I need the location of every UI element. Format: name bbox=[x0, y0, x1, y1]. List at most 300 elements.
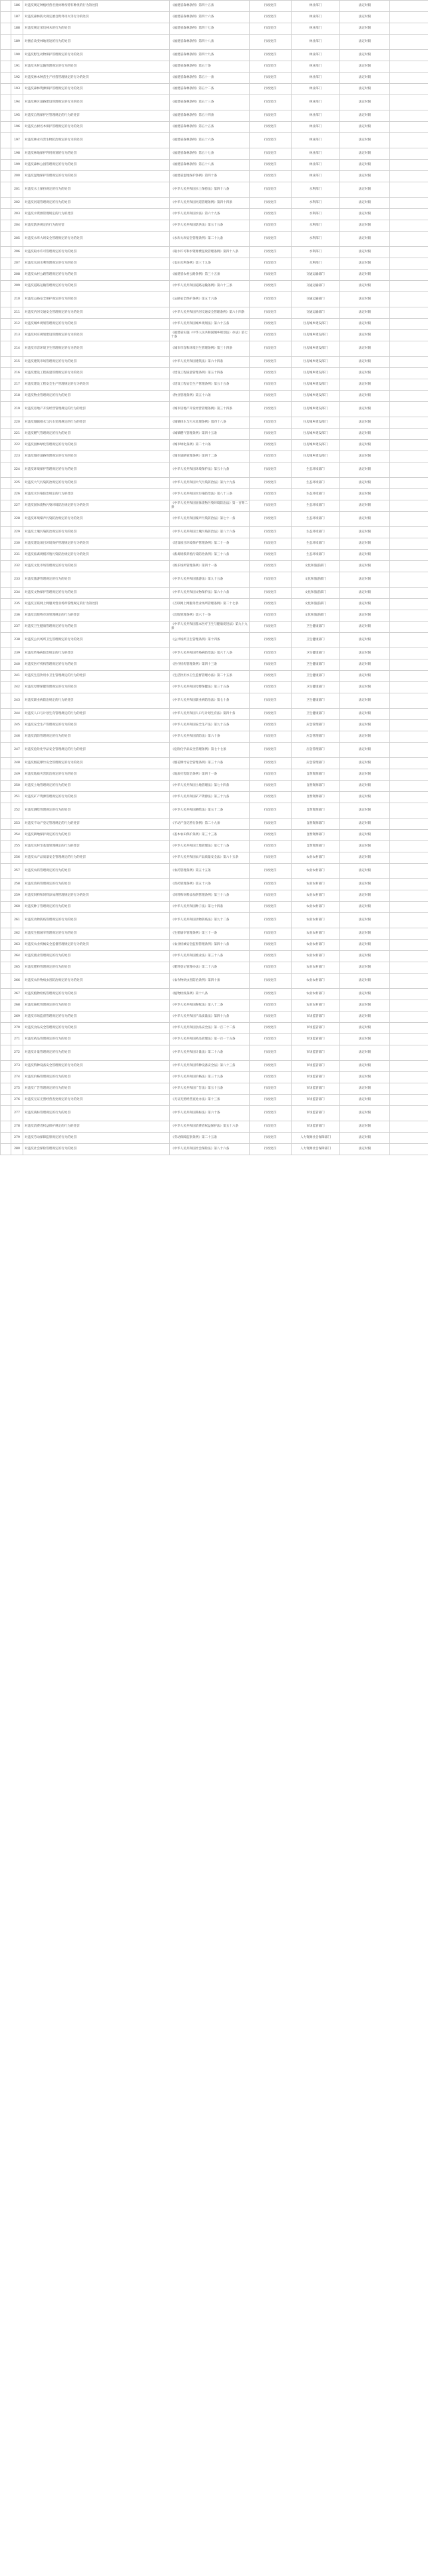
row-department: 水利部门 bbox=[292, 198, 340, 209]
row-department: 住房城乡建设部门 bbox=[292, 368, 340, 379]
row-item: 对违反水土保持规定的行为的处罚 bbox=[23, 182, 170, 198]
table-row bbox=[1, 803, 428, 819]
table-row bbox=[1, 220, 428, 232]
row-department: 应急管理部门 bbox=[292, 720, 340, 731]
table-row bbox=[1, 379, 428, 391]
row-item: 对违反水库大坝安全管理规定的行为的处罚 bbox=[23, 232, 170, 247]
row-item: 对违反园林绿化管理规定的行为的处罚 bbox=[23, 440, 170, 451]
row-item: 对违反测绘管理规定的行为的处罚 bbox=[23, 803, 170, 819]
row-department: 农业农村部门 bbox=[292, 974, 340, 989]
row-basis: 《城镇燃气管理条例》第四十五条 bbox=[170, 429, 250, 440]
row-time-limit: 法定时限 bbox=[340, 879, 390, 890]
row-number: 187 bbox=[11, 12, 23, 23]
table-row bbox=[1, 1012, 428, 1023]
row-time-limit: 法定时限 bbox=[340, 841, 390, 852]
row-number: 260 bbox=[11, 902, 23, 913]
row-time-limit: 法定时限 bbox=[340, 133, 390, 148]
row-item: 对违反种子管理规定的行为的处罚 bbox=[23, 902, 170, 913]
row-number: 277 bbox=[11, 1106, 23, 1121]
row-basis: 《中华人民共和国旅游法》第九十五条 bbox=[170, 572, 250, 588]
row-blank-cell bbox=[1, 440, 11, 451]
table-row bbox=[1, 391, 428, 402]
row-department: 交通运输部门 bbox=[292, 292, 340, 307]
row-blank-cell bbox=[1, 693, 11, 709]
row-basis: 《中华人民共和国产品质量法》第四十九条 bbox=[170, 1012, 250, 1023]
row-blank-cell bbox=[1, 1045, 11, 1061]
row-time-limit: 法定时限 bbox=[340, 940, 390, 951]
row-basis: 《福建省森林条例》第五十三条 bbox=[170, 95, 250, 110]
row-item: 对违反村庄规划建设管理规定的行为的处罚 bbox=[23, 330, 170, 341]
row-type: 行政处罚 bbox=[250, 852, 292, 864]
row-blank-cell bbox=[390, 561, 428, 572]
row-type: 行政处罚 bbox=[250, 902, 292, 913]
row-item: 对违反自然保护区管理规定的行为的处罚 bbox=[23, 110, 170, 122]
table-row bbox=[1, 550, 428, 561]
row-time-limit: 法定时限 bbox=[340, 550, 390, 561]
row-number: 235 bbox=[11, 599, 23, 610]
row-item: 对违反湿地保护管理规定的行为的处罚 bbox=[23, 171, 170, 182]
table-row bbox=[1, 500, 428, 512]
row-time-limit: 法定时限 bbox=[340, 247, 390, 258]
row-blank-cell bbox=[1, 902, 11, 913]
row-type: 行政处罚 bbox=[250, 23, 292, 35]
row-department: 生态环境部门 bbox=[292, 462, 340, 478]
row-blank-cell bbox=[390, 1023, 428, 1034]
row-basis: 《中华人民共和国矿产资源法》第三十九条 bbox=[170, 792, 250, 803]
row-blank-cell bbox=[1, 270, 11, 281]
row-time-limit: 法定时限 bbox=[340, 803, 390, 819]
row-blank-cell bbox=[390, 622, 428, 633]
row-number: 214 bbox=[11, 341, 23, 357]
table-row bbox=[1, 489, 428, 500]
row-number: 276 bbox=[11, 1095, 23, 1106]
row-item: 对违反动物防疫管理规定的行为的处罚 bbox=[23, 913, 170, 928]
row-number: 279 bbox=[11, 1133, 23, 1144]
row-department: 林业部门 bbox=[292, 84, 340, 95]
row-blank-cell bbox=[390, 890, 428, 902]
row-number: 193 bbox=[11, 84, 23, 95]
row-type: 行政处罚 bbox=[250, 319, 292, 330]
row-time-limit: 法定时限 bbox=[340, 1133, 390, 1144]
row-blank-cell bbox=[1, 110, 11, 122]
row-basis: 《中华人民共和国职业病防治法》第七十条 bbox=[170, 693, 250, 709]
row-basis: 《无证无照经营查处办法》第十三条 bbox=[170, 1095, 250, 1106]
row-blank-cell bbox=[1, 462, 11, 478]
table-row bbox=[1, 357, 428, 368]
row-blank-cell bbox=[1, 1121, 11, 1133]
row-blank-cell bbox=[390, 758, 428, 769]
row-number: 267 bbox=[11, 989, 23, 1000]
row-item: 对违反公共场所卫生管理规定的行为的处罚 bbox=[23, 633, 170, 648]
row-blank-cell bbox=[390, 550, 428, 561]
row-blank-cell bbox=[390, 368, 428, 379]
row-blank-cell bbox=[1, 940, 11, 951]
row-blank-cell bbox=[390, 1034, 428, 1045]
row-number: 199 bbox=[11, 160, 23, 171]
row-basis: 《劳动保障监察条例》第二十五条 bbox=[170, 1133, 250, 1144]
row-blank-cell bbox=[1, 148, 11, 160]
row-blank-cell bbox=[1, 292, 11, 307]
row-blank-cell bbox=[390, 731, 428, 743]
row-basis: 《中华人民共和国水土保持法》第四十八条 bbox=[170, 182, 250, 198]
row-blank-cell bbox=[390, 879, 428, 890]
row-type: 行政处罚 bbox=[250, 247, 292, 258]
row-department: 应急管理部门 bbox=[292, 731, 340, 743]
row-time-limit: 法定时限 bbox=[340, 599, 390, 610]
row-basis: 《福建省森林条例》第五十二条 bbox=[170, 84, 250, 95]
table-row bbox=[1, 769, 428, 781]
table-row bbox=[1, 281, 428, 292]
row-basis: 《城市道路管理条例》第四十二条 bbox=[170, 451, 250, 462]
row-item: 对违反烟花爆竹安全管理规定的行为的处罚 bbox=[23, 758, 170, 769]
row-blank-cell bbox=[390, 841, 428, 852]
row-type: 行政处罚 bbox=[250, 781, 292, 792]
row-number: 264 bbox=[11, 951, 23, 962]
row-blank-cell bbox=[1, 682, 11, 693]
row-department: 市场监管部门 bbox=[292, 1045, 340, 1061]
row-department: 自然资源部门 bbox=[292, 769, 340, 781]
row-number: 223 bbox=[11, 451, 23, 462]
row-blank-cell bbox=[1, 1083, 11, 1095]
row-basis: 《中华人民共和国文物保护法》第六十六条 bbox=[170, 588, 250, 599]
row-time-limit: 法定时限 bbox=[340, 743, 390, 758]
row-type: 行政处罚 bbox=[250, 1072, 292, 1083]
row-blank-cell bbox=[1, 247, 11, 258]
row-number: 218 bbox=[11, 391, 23, 402]
row-blank-cell bbox=[1, 792, 11, 803]
row-time-limit: 法定时限 bbox=[340, 23, 390, 35]
table-row bbox=[1, 171, 428, 182]
table-row bbox=[1, 622, 428, 633]
row-type: 行政处罚 bbox=[250, 693, 292, 709]
row-department: 农业农村部门 bbox=[292, 928, 340, 940]
row-item: 对违反社会保险管理规定的行为的处罚 bbox=[23, 1144, 170, 1155]
row-department: 卫生健康部门 bbox=[292, 648, 340, 659]
row-type: 行政处罚 bbox=[250, 588, 292, 599]
table-row bbox=[1, 913, 428, 928]
row-item: 对违反燃气管理规定的行为的处罚 bbox=[23, 429, 170, 440]
row-time-limit: 法定时限 bbox=[340, 95, 390, 110]
row-number: 268 bbox=[11, 1000, 23, 1012]
row-blank-cell bbox=[1, 599, 11, 610]
row-number: 211 bbox=[11, 307, 23, 319]
row-blank-cell bbox=[1, 281, 11, 292]
row-blank-cell bbox=[390, 357, 428, 368]
row-basis: 《中华人民共和国社会保险法》第八十六条 bbox=[170, 1144, 250, 1155]
row-item: 对违反城镇排水与污水处理规定的行为的处罚 bbox=[23, 417, 170, 429]
row-basis: 《生猪屠宰管理条例》第三十一条 bbox=[170, 928, 250, 940]
row-department: 林业部门 bbox=[292, 1, 340, 12]
row-number: 251 bbox=[11, 792, 23, 803]
row-blank-cell bbox=[390, 830, 428, 841]
row-item: 对违反固体废物污染环境防治规定的行为的处罚 bbox=[23, 500, 170, 512]
row-type: 行政处罚 bbox=[250, 440, 292, 451]
row-basis: 《公共场所卫生管理条例》第十四条 bbox=[170, 633, 250, 648]
row-basis: 《农业机械安全监督管理条例》第四十八条 bbox=[170, 940, 250, 951]
row-type: 行政处罚 bbox=[250, 368, 292, 379]
row-department: 生态环境部门 bbox=[292, 550, 340, 561]
row-basis: 《福建省森林条例》第四十九条 bbox=[170, 50, 250, 61]
table-row bbox=[1, 974, 428, 989]
row-blank-cell bbox=[1, 232, 11, 247]
row-basis: 《肥料登记管理办法》第二十六条 bbox=[170, 962, 250, 974]
row-time-limit: 法定时限 bbox=[340, 462, 390, 478]
row-item: 对违反林地保护利用规划的行为的处罚 bbox=[23, 148, 170, 160]
row-number: 274 bbox=[11, 1072, 23, 1083]
row-department: 生态环境部门 bbox=[292, 478, 340, 489]
row-blank-cell bbox=[390, 1012, 428, 1023]
row-basis: 《中华人民共和国安全生产法》第九十五条 bbox=[170, 720, 250, 731]
row-basis: 《不动产登记暂行条例》第二十九条 bbox=[170, 819, 250, 830]
row-blank-cell bbox=[390, 133, 428, 148]
row-basis: 《生活饮用水卫生监督管理办法》第二十五条 bbox=[170, 671, 250, 682]
row-time-limit: 法定时限 bbox=[340, 902, 390, 913]
table-row bbox=[1, 693, 428, 709]
row-department: 水利部门 bbox=[292, 182, 340, 198]
row-type: 行政处罚 bbox=[250, 391, 292, 402]
row-number: 257 bbox=[11, 864, 23, 879]
row-blank-cell bbox=[390, 160, 428, 171]
row-department: 林业部门 bbox=[292, 35, 340, 50]
row-time-limit: 法定时限 bbox=[340, 792, 390, 803]
row-time-limit: 法定时限 bbox=[340, 451, 390, 462]
row-type: 行政处罚 bbox=[250, 35, 292, 50]
row-number: 262 bbox=[11, 928, 23, 940]
row-item: 对违反危险化学品安全管理规定的行为的处罚 bbox=[23, 743, 170, 758]
row-blank-cell bbox=[390, 95, 428, 110]
row-blank-cell bbox=[1, 1072, 11, 1083]
row-blank-cell bbox=[1, 659, 11, 671]
row-number: 278 bbox=[11, 1121, 23, 1133]
row-basis: 《中华人民共和国种子法》第七十四条 bbox=[170, 902, 250, 913]
row-number: 198 bbox=[11, 148, 23, 160]
row-time-limit: 法定时限 bbox=[340, 500, 390, 512]
row-blank-cell bbox=[390, 803, 428, 819]
row-blank-cell bbox=[1, 561, 11, 572]
row-blank-cell bbox=[1, 391, 11, 402]
row-department: 卫生健康部门 bbox=[292, 633, 340, 648]
row-type: 行政处罚 bbox=[250, 1083, 292, 1095]
row-item: 对违反劳动保障监察规定的行为的处罚 bbox=[23, 1133, 170, 1144]
row-number: 224 bbox=[11, 462, 23, 478]
row-department: 市场监管部门 bbox=[292, 1095, 340, 1106]
row-time-limit: 法定时限 bbox=[340, 232, 390, 247]
table-row bbox=[1, 1000, 428, 1012]
row-time-limit: 法定时限 bbox=[340, 478, 390, 489]
table-row bbox=[1, 23, 428, 35]
row-item: 对违反野生动物保护管理规定的行为的处罚 bbox=[23, 50, 170, 61]
row-basis: 《中华人民共和国道路运输条例》第六十三条 bbox=[170, 281, 250, 292]
row-department: 市场监管部门 bbox=[292, 1106, 340, 1121]
row-time-limit: 法定时限 bbox=[340, 61, 390, 73]
row-item: 对违反传染病防治规定的行为的处罚 bbox=[23, 648, 170, 659]
row-time-limit: 法定时限 bbox=[340, 1095, 390, 1106]
row-blank-cell bbox=[1, 1, 11, 12]
row-basis: 《农田水利条例》第三十九条 bbox=[170, 258, 250, 270]
row-basis: 《中华人民共和国特种设备安全法》第八十三条 bbox=[170, 1061, 250, 1072]
row-type: 行政处罚 bbox=[250, 1012, 292, 1023]
row-type: 行政处罚 bbox=[250, 572, 292, 588]
table-row bbox=[1, 1144, 428, 1155]
table-row bbox=[1, 527, 428, 538]
row-department: 交通运输部门 bbox=[292, 281, 340, 292]
row-blank-cell bbox=[390, 671, 428, 682]
row-basis: 《福建省森林条例》第五十一条 bbox=[170, 73, 250, 84]
row-time-limit: 法定时限 bbox=[340, 819, 390, 830]
row-number: 220 bbox=[11, 417, 23, 429]
row-type: 行政处罚 bbox=[250, 182, 292, 198]
row-item: 对违反市场监督管理规定的行为的处罚 bbox=[23, 1012, 170, 1023]
row-blank-cell bbox=[390, 682, 428, 693]
row-time-limit: 法定时限 bbox=[340, 864, 390, 879]
row-blank-cell bbox=[390, 1045, 428, 1061]
row-item: 对违反林区道路建设管理规定的行为的处罚 bbox=[23, 95, 170, 110]
row-blank-cell bbox=[390, 913, 428, 928]
row-basis: 《中华人民共和国药品管理法》第一百一十五条 bbox=[170, 1034, 250, 1045]
row-department: 水利部门 bbox=[292, 247, 340, 258]
row-item: 对违反大气污染防治规定的行为的处罚 bbox=[23, 478, 170, 489]
row-time-limit: 法定时限 bbox=[340, 1012, 390, 1023]
row-department: 林业部门 bbox=[292, 95, 340, 110]
row-blank-cell bbox=[1, 133, 11, 148]
row-time-limit: 法定时限 bbox=[340, 527, 390, 538]
row-basis: 《中华人民共和国农产品质量安全法》第六十五条 bbox=[170, 852, 250, 864]
row-time-limit: 法定时限 bbox=[340, 1045, 390, 1061]
row-number: 186 bbox=[11, 1, 23, 12]
row-number: 273 bbox=[11, 1061, 23, 1072]
row-item: 对违反食品安全管理规定的行为的处罚 bbox=[23, 1023, 170, 1034]
row-blank-cell bbox=[1, 478, 11, 489]
row-time-limit: 法定时限 bbox=[340, 182, 390, 198]
row-basis: 《福建省森林条例》第四十六条 bbox=[170, 12, 250, 23]
row-item: 对违反耕地保护规定的行为的处罚 bbox=[23, 830, 170, 841]
row-blank-cell bbox=[1, 341, 11, 357]
row-department: 市场监管部门 bbox=[292, 1121, 340, 1133]
row-type: 行政处罚 bbox=[250, 538, 292, 550]
row-blank-cell bbox=[390, 538, 428, 550]
row-type: 行政处罚 bbox=[250, 307, 292, 319]
row-number: 225 bbox=[11, 478, 23, 489]
row-blank-cell bbox=[390, 292, 428, 307]
row-department: 林业部门 bbox=[292, 148, 340, 160]
row-item: 对违反广告管理规定的行为的处罚 bbox=[23, 1083, 170, 1095]
row-blank-cell bbox=[1, 368, 11, 379]
row-type: 行政处罚 bbox=[250, 451, 292, 462]
row-number: 275 bbox=[11, 1083, 23, 1095]
row-blank-cell bbox=[390, 258, 428, 270]
table-row bbox=[1, 182, 428, 198]
row-number: 192 bbox=[11, 73, 23, 84]
row-item: 对违反规定种植经营名贵树种及特有种类的行为的处罚 bbox=[23, 1, 170, 12]
row-item: 对违反药品管理规定的行为的处罚 bbox=[23, 1034, 170, 1045]
row-department: 林业部门 bbox=[292, 73, 340, 84]
row-time-limit: 法定时限 bbox=[340, 489, 390, 500]
row-department: 自然资源部门 bbox=[292, 841, 340, 852]
row-department: 生态环境部门 bbox=[292, 489, 340, 500]
row-number: 195 bbox=[11, 110, 23, 122]
row-blank-cell bbox=[1, 307, 11, 319]
row-time-limit: 法定时限 bbox=[340, 84, 390, 95]
table-row bbox=[1, 671, 428, 682]
row-type: 行政处罚 bbox=[250, 758, 292, 769]
row-blank-cell bbox=[1, 769, 11, 781]
row-item: 对违反饲料和饲料添加剂管理规定的行为的处罚 bbox=[23, 890, 170, 902]
row-time-limit: 法定时限 bbox=[340, 648, 390, 659]
row-item: 对违反医疗机构管理规定的行为的处罚 bbox=[23, 659, 170, 671]
row-blank-cell bbox=[390, 35, 428, 50]
table-row bbox=[1, 659, 428, 671]
row-blank-cell bbox=[390, 61, 428, 73]
row-type: 行政处罚 bbox=[250, 232, 292, 247]
row-department: 林业部门 bbox=[292, 171, 340, 182]
table-row bbox=[1, 12, 428, 23]
row-type: 行政处罚 bbox=[250, 962, 292, 974]
row-type: 行政处罚 bbox=[250, 417, 292, 429]
row-time-limit: 法定时限 bbox=[340, 1121, 390, 1133]
table-row bbox=[1, 50, 428, 61]
row-blank-cell bbox=[1, 830, 11, 841]
row-basis: 《中华人民共和国基本医疗卫生与健康促进法》第九十九条 bbox=[170, 622, 250, 633]
table-row bbox=[1, 1061, 428, 1072]
row-department: 市场监管部门 bbox=[292, 1034, 340, 1045]
row-blank-cell bbox=[390, 489, 428, 500]
row-number: 271 bbox=[11, 1034, 23, 1045]
row-blank-cell bbox=[1, 1144, 11, 1155]
row-number: 238 bbox=[11, 633, 23, 648]
table-row bbox=[1, 633, 428, 648]
table-row bbox=[1, 270, 428, 281]
row-department: 住房城乡建设部门 bbox=[292, 417, 340, 429]
row-time-limit: 法定时限 bbox=[340, 622, 390, 633]
row-type: 行政处罚 bbox=[250, 512, 292, 527]
row-department: 农业农村部门 bbox=[292, 1000, 340, 1012]
row-blank-cell bbox=[390, 182, 428, 198]
row-department: 水利部门 bbox=[292, 220, 340, 232]
row-blank-cell bbox=[390, 1072, 428, 1083]
row-blank-cell bbox=[1, 743, 11, 758]
row-basis: 《中华人民共和国消防法》第六十条 bbox=[170, 731, 250, 743]
row-department: 应急管理部门 bbox=[292, 743, 340, 758]
row-blank-cell bbox=[1, 538, 11, 550]
row-item: 对违反价格管理规定的行为的处罚 bbox=[23, 1072, 170, 1083]
row-number: 200 bbox=[11, 171, 23, 182]
row-department: 卫生健康部门 bbox=[292, 682, 340, 693]
row-basis: 《福建省实施〈中华人民共和国城乡规划法〉办法》第七十条 bbox=[170, 330, 250, 341]
row-blank-cell bbox=[390, 500, 428, 512]
row-basis: 《烟花爆竹安全管理条例》第三十六条 bbox=[170, 758, 250, 769]
row-type: 行政处罚 bbox=[250, 270, 292, 281]
row-type: 行政处罚 bbox=[250, 830, 292, 841]
row-blank-cell bbox=[390, 1095, 428, 1106]
row-blank-cell bbox=[1, 1133, 11, 1144]
table-row bbox=[1, 781, 428, 792]
row-type: 行政处罚 bbox=[250, 682, 292, 693]
row-department: 自然资源部门 bbox=[292, 792, 340, 803]
row-item: 对违反规定采伐林木的行为的处罚 bbox=[23, 23, 170, 35]
row-department: 市场监管部门 bbox=[292, 1023, 340, 1034]
row-basis: 《福建省农村公路条例》第三十五条 bbox=[170, 270, 250, 281]
row-department: 农业农村部门 bbox=[292, 989, 340, 1000]
row-blank-cell bbox=[390, 379, 428, 391]
row-item: 对违反植物检疫管理规定的行为的处罚 bbox=[23, 989, 170, 1000]
row-department: 市场监管部门 bbox=[292, 1061, 340, 1072]
row-basis: 《中华人民共和国渔业法》第三十八条 bbox=[170, 951, 250, 962]
row-item: 对违反农作物病虫害防治规定的行为的处罚 bbox=[23, 974, 170, 989]
row-time-limit: 法定时限 bbox=[340, 160, 390, 171]
row-basis: 《福建省森林条例》第五十四条 bbox=[170, 110, 250, 122]
row-time-limit: 法定时限 bbox=[340, 281, 390, 292]
row-type: 行政处罚 bbox=[250, 599, 292, 610]
